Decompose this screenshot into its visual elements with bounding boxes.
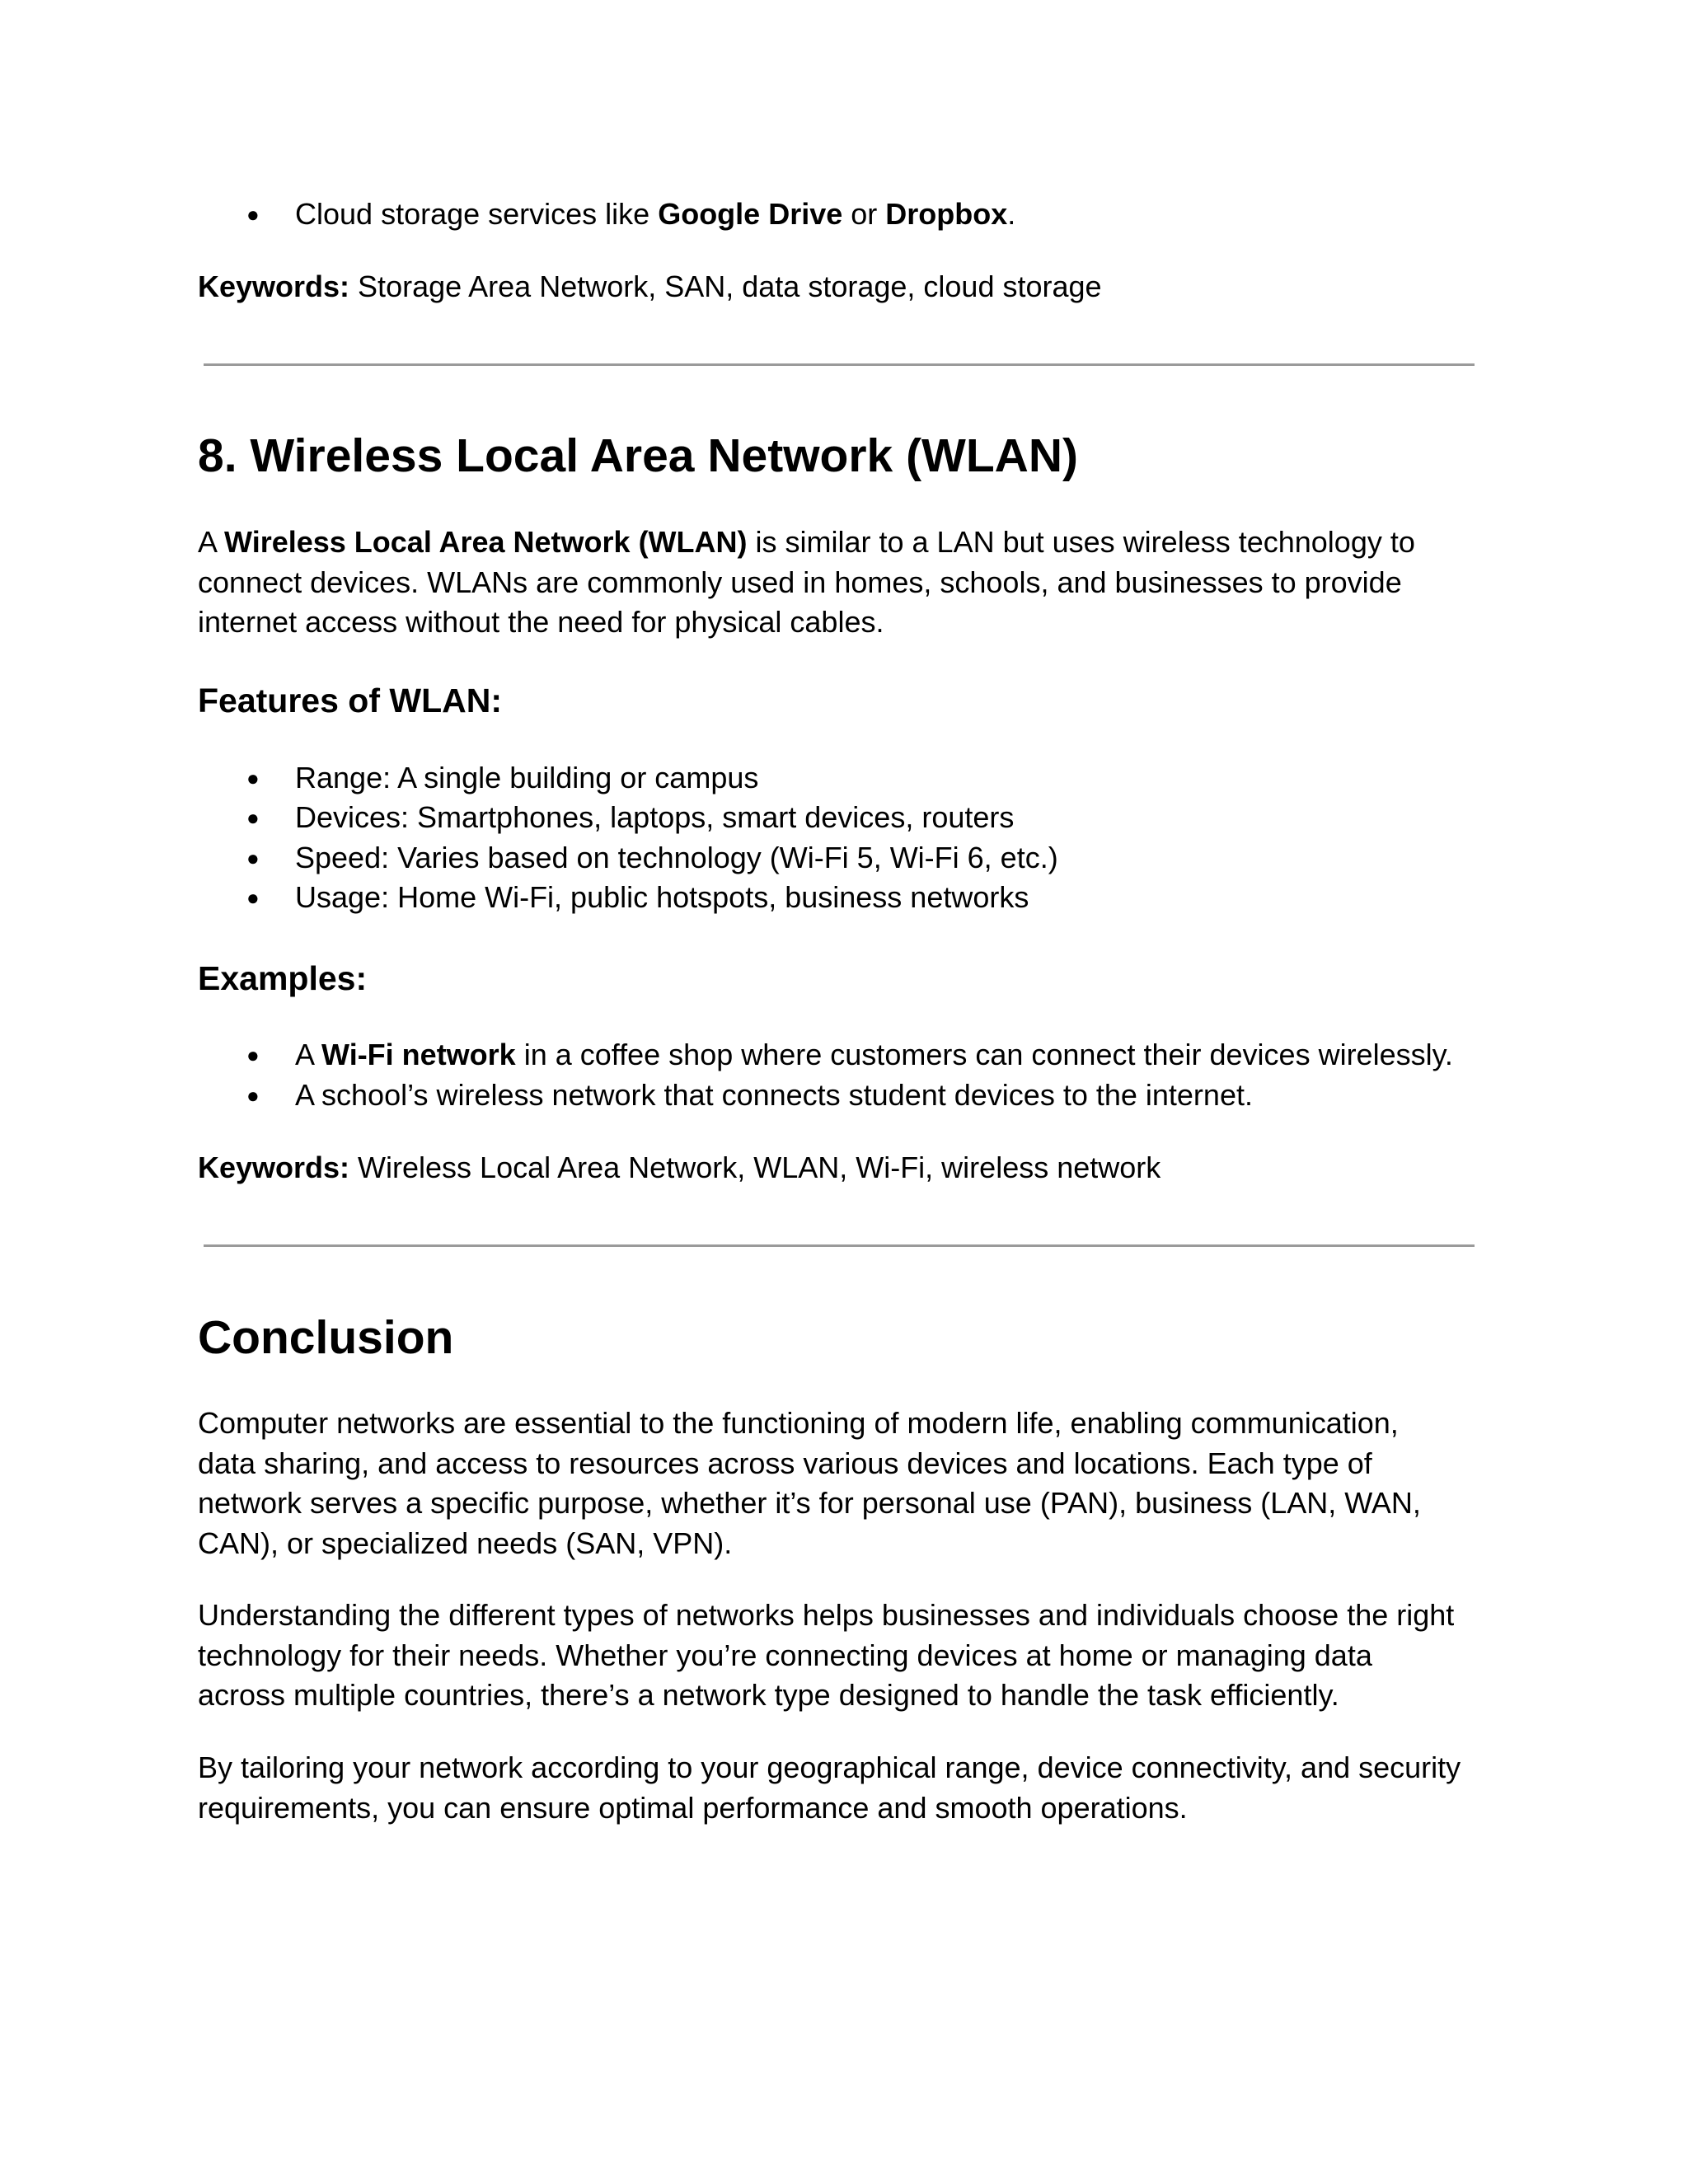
bullet-icon: ● [246, 885, 260, 910]
text: technology for their needs. Whether you’re connecting devices at home or managing data [198, 1638, 1372, 1672]
keywords-text: Wireless Local Area Network, WLAN, Wi-Fi, wireless network [349, 1151, 1161, 1184]
text: internet access without the need for physical cables. [198, 605, 884, 639]
paragraph [198, 1404, 1517, 1563]
bold-term: Google Drive [658, 197, 843, 231]
paragraph [198, 1596, 1517, 1716]
text: Computer networks are essential to the functioning of modern life, enabling communication, [198, 1406, 1399, 1440]
text: connect devices. WLANs are commonly used in homes, schools, and businesses to provide [198, 565, 1402, 599]
divider [204, 1244, 1475, 1247]
bullet-icon: ● [246, 202, 260, 227]
text: A [198, 525, 225, 559]
bullet-icon: ● [246, 846, 260, 870]
text: across multiple countries, there’s a network type designed to handle the task efficiently. [198, 1678, 1339, 1712]
text: data sharing, and access to resources across various devices and locations. Each type of [198, 1446, 1372, 1480]
keywords-line [198, 267, 1517, 307]
section-heading: 8. Wireless Local Area Network (WLAN) [198, 429, 1078, 482]
list-item [246, 758, 1531, 799]
list-item-text: . [1007, 197, 1016, 231]
bullet-icon: ● [246, 1043, 260, 1067]
list-item [246, 1035, 1531, 1076]
paragraph [198, 1748, 1517, 1828]
text: is similar to a LAN but uses wireless technology to [747, 525, 1415, 559]
keywords-text: Storage Area Network, SAN, data storage, cloud storage [349, 269, 1102, 303]
bold-term: Wi-Fi network [321, 1038, 516, 1071]
bold-term: Dropbox [885, 197, 1008, 231]
list-item-text: Range: A single building or campus [295, 761, 759, 794]
text: CAN), or specialized needs (SAN, VPN). [198, 1526, 733, 1560]
list-item-text: Usage: Home Wi-Fi, public hotspots, business networks [295, 880, 1029, 914]
bullet-icon: ● [246, 1083, 260, 1108]
list-item-text: Speed: Varies based on technology (Wi-Fi 5, Wi-Fi 6, etc.) [295, 841, 1058, 874]
list-item [246, 878, 1531, 918]
text: network serves a specific purpose, whether it’s for personal use (PAN), business (LAN, WAN, [198, 1486, 1421, 1520]
keywords-label: Keywords: [198, 269, 350, 303]
keywords-label: Keywords: [198, 1151, 350, 1184]
list-item-text: A [295, 1038, 322, 1071]
list-item-text: A school’s wireless network that connects student devices to the internet. [295, 1078, 1253, 1112]
section-heading: Conclusion [198, 1311, 454, 1364]
list-item [246, 838, 1531, 879]
subheading: Features of WLAN: [198, 682, 502, 719]
paragraph [198, 523, 1517, 643]
list-item [246, 1076, 1531, 1116]
list-item [246, 194, 1531, 235]
subheading: Examples: [198, 959, 368, 997]
bold-term: Wireless Local Area Network (WLAN) [224, 525, 748, 559]
text: By tailoring your network according to your geographical range, device connectivity, and security [198, 1750, 1461, 1784]
list-item-text: Devices: Smartphones, laptops, smart devices, routers [295, 800, 1015, 834]
list-item-text: Cloud storage services like [295, 197, 659, 231]
text: requirements, you can ensure optimal performance and smooth operations. [198, 1790, 1188, 1825]
list-item-text: or [842, 197, 886, 231]
list-item-text: in a coffee shop where customers can connect their devices wirelessly. [515, 1038, 1453, 1071]
divider [204, 363, 1475, 366]
bullet-icon: ● [246, 805, 260, 830]
bullet-icon: ● [246, 766, 260, 790]
list-item [246, 798, 1531, 838]
text: Understanding the different types of networks helps businesses and individuals choose the right [198, 1598, 1455, 1632]
keywords-line [198, 1148, 1517, 1188]
